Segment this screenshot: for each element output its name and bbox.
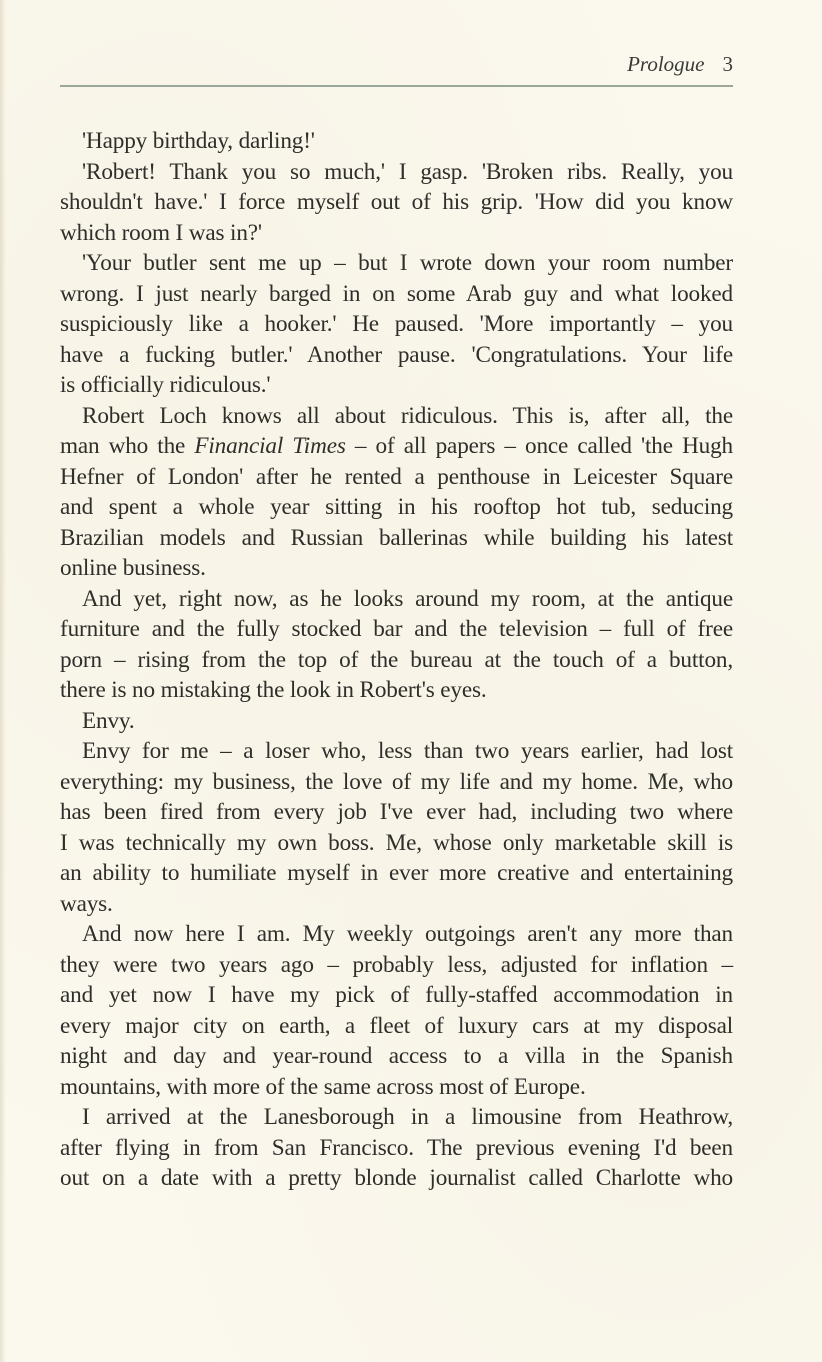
text-line bbox=[60, 1072, 733, 1103]
paragraph bbox=[60, 126, 733, 157]
text-line bbox=[60, 584, 733, 615]
text-run: 'Robert! Thank you so much,' I gasp. 'Broken ribs. Really, you bbox=[82, 158, 733, 185]
text-line bbox=[60, 126, 733, 157]
text-line bbox=[60, 370, 733, 401]
text-run: Envy for me – a loser who, less than two years earlier, had lost bbox=[82, 738, 733, 764]
text-line bbox=[60, 950, 733, 981]
text-line bbox=[60, 401, 733, 432]
text-line bbox=[60, 523, 733, 554]
paragraph bbox=[60, 919, 733, 1102]
text-line bbox=[60, 462, 733, 493]
text-line bbox=[60, 797, 733, 828]
text-run: And now here I am. My weekly outgoings aren't any more than bbox=[82, 921, 733, 947]
page-number: 3 bbox=[722, 52, 733, 76]
text-run: every major city on earth, a fleet of luxury cars at my disposal bbox=[60, 1012, 733, 1039]
text-run: there is no mistaking the look in Robert's eyes. bbox=[60, 677, 487, 703]
text-run: porn – rising from the top of the bureau at the touch of a button, bbox=[60, 646, 733, 673]
text-line bbox=[60, 187, 733, 218]
paragraph bbox=[60, 736, 733, 919]
text-run: man who the bbox=[60, 433, 195, 459]
text-run: an ability to humiliate myself in ever more creative and entertaining bbox=[60, 860, 733, 886]
text-run: and spent a whole year sitting in his rooftop hot tub, seducing bbox=[60, 494, 733, 520]
text-run: 'Happy birthday, darling!' bbox=[82, 128, 315, 154]
text-line bbox=[60, 706, 733, 737]
text-line bbox=[60, 1041, 733, 1072]
body-text bbox=[60, 126, 733, 1194]
text-line bbox=[60, 828, 733, 859]
text-run: online business. bbox=[60, 555, 206, 581]
chapter-title: Prologue bbox=[627, 52, 705, 76]
text-run: night and day and year-round access to a villa in the Spanish bbox=[60, 1043, 733, 1069]
page-gutter-shadow bbox=[0, 0, 6, 1362]
text-run: everything: my business, the love of my life and my home. Me, who bbox=[60, 768, 733, 795]
text-run: they were two years ago – probably less, adjusted for inflation – bbox=[60, 951, 733, 978]
text-run: And yet, right now, as he looks around my room, at the antique bbox=[82, 585, 733, 612]
text-line bbox=[60, 858, 733, 889]
text-line bbox=[60, 889, 733, 920]
running-head bbox=[60, 52, 735, 82]
paragraph bbox=[60, 248, 733, 401]
text-line bbox=[60, 645, 733, 676]
text-run: and yet now I have my pick of fully-staffed accommodation in bbox=[60, 982, 733, 1008]
italic-title: Financial Times bbox=[194, 433, 346, 459]
text-line bbox=[60, 492, 733, 523]
paragraph bbox=[60, 584, 733, 706]
text-line bbox=[60, 675, 733, 706]
text-line bbox=[60, 309, 733, 340]
text-line bbox=[60, 614, 733, 645]
text-line bbox=[60, 431, 733, 462]
header-rule bbox=[60, 85, 733, 87]
text-run: ways. bbox=[60, 890, 113, 917]
text-run: 'Your butler sent me up – but I wrote down your room number bbox=[82, 250, 733, 276]
text-run: Robert Loch knows all about ridiculous. This is, after all, the bbox=[82, 402, 733, 429]
paragraph bbox=[60, 1102, 733, 1194]
text-line bbox=[60, 279, 733, 310]
text-run: Brazilian models and Russian ballerinas while building his latest bbox=[60, 524, 733, 551]
text-line bbox=[60, 340, 733, 371]
text-run: furniture and the fully stocked bar and the television – full of free bbox=[60, 616, 733, 642]
paragraph bbox=[60, 157, 733, 249]
text-line bbox=[60, 919, 733, 950]
text-line bbox=[60, 736, 733, 767]
text-line bbox=[60, 218, 733, 249]
text-line bbox=[60, 1102, 733, 1133]
paragraph bbox=[60, 401, 733, 584]
text-line bbox=[60, 157, 733, 188]
text-run: – of all papers – once called 'the Hugh bbox=[345, 433, 733, 459]
text-line bbox=[60, 1133, 733, 1164]
text-run: mountains, with more of the same across most of Europe. bbox=[60, 1073, 586, 1100]
text-run: which room I was in?' bbox=[60, 219, 262, 246]
text-line bbox=[60, 767, 733, 798]
text-line bbox=[60, 1163, 733, 1194]
text-line bbox=[60, 980, 733, 1011]
text-run: shouldn't have.' I force myself out of his grip. 'How did you know bbox=[60, 189, 733, 215]
text-line bbox=[60, 1011, 733, 1042]
text-line bbox=[60, 248, 733, 279]
text-run: I arrived at the Lanesborough in a limousine from Heathrow, bbox=[82, 1104, 733, 1130]
text-run: have a fucking butler.' Another pause. 'Congratulations. Your life bbox=[60, 341, 733, 368]
text-line bbox=[60, 553, 733, 584]
text-run: I was technically my own boss. Me, whose only marketable skill is bbox=[60, 829, 733, 856]
paragraph bbox=[60, 706, 733, 737]
text-run: wrong. I just nearly barged in on some Arab guy and what looked bbox=[60, 280, 733, 307]
text-run: after flying in from San Francisco. The previous evening I'd been bbox=[60, 1134, 733, 1161]
text-run: is officially ridiculous.' bbox=[60, 372, 271, 398]
text-run: has been fired from every job I've ever had, including two where bbox=[60, 799, 733, 825]
text-run: Hefner of London' after he rented a penthouse in Leicester Square bbox=[60, 463, 733, 490]
text-run: suspiciously like a hooker.' He paused. 'More importantly – you bbox=[60, 311, 733, 337]
text-run: Envy. bbox=[82, 707, 135, 734]
text-run: out on a date with a pretty blonde journalist called Charlotte who bbox=[60, 1165, 733, 1191]
